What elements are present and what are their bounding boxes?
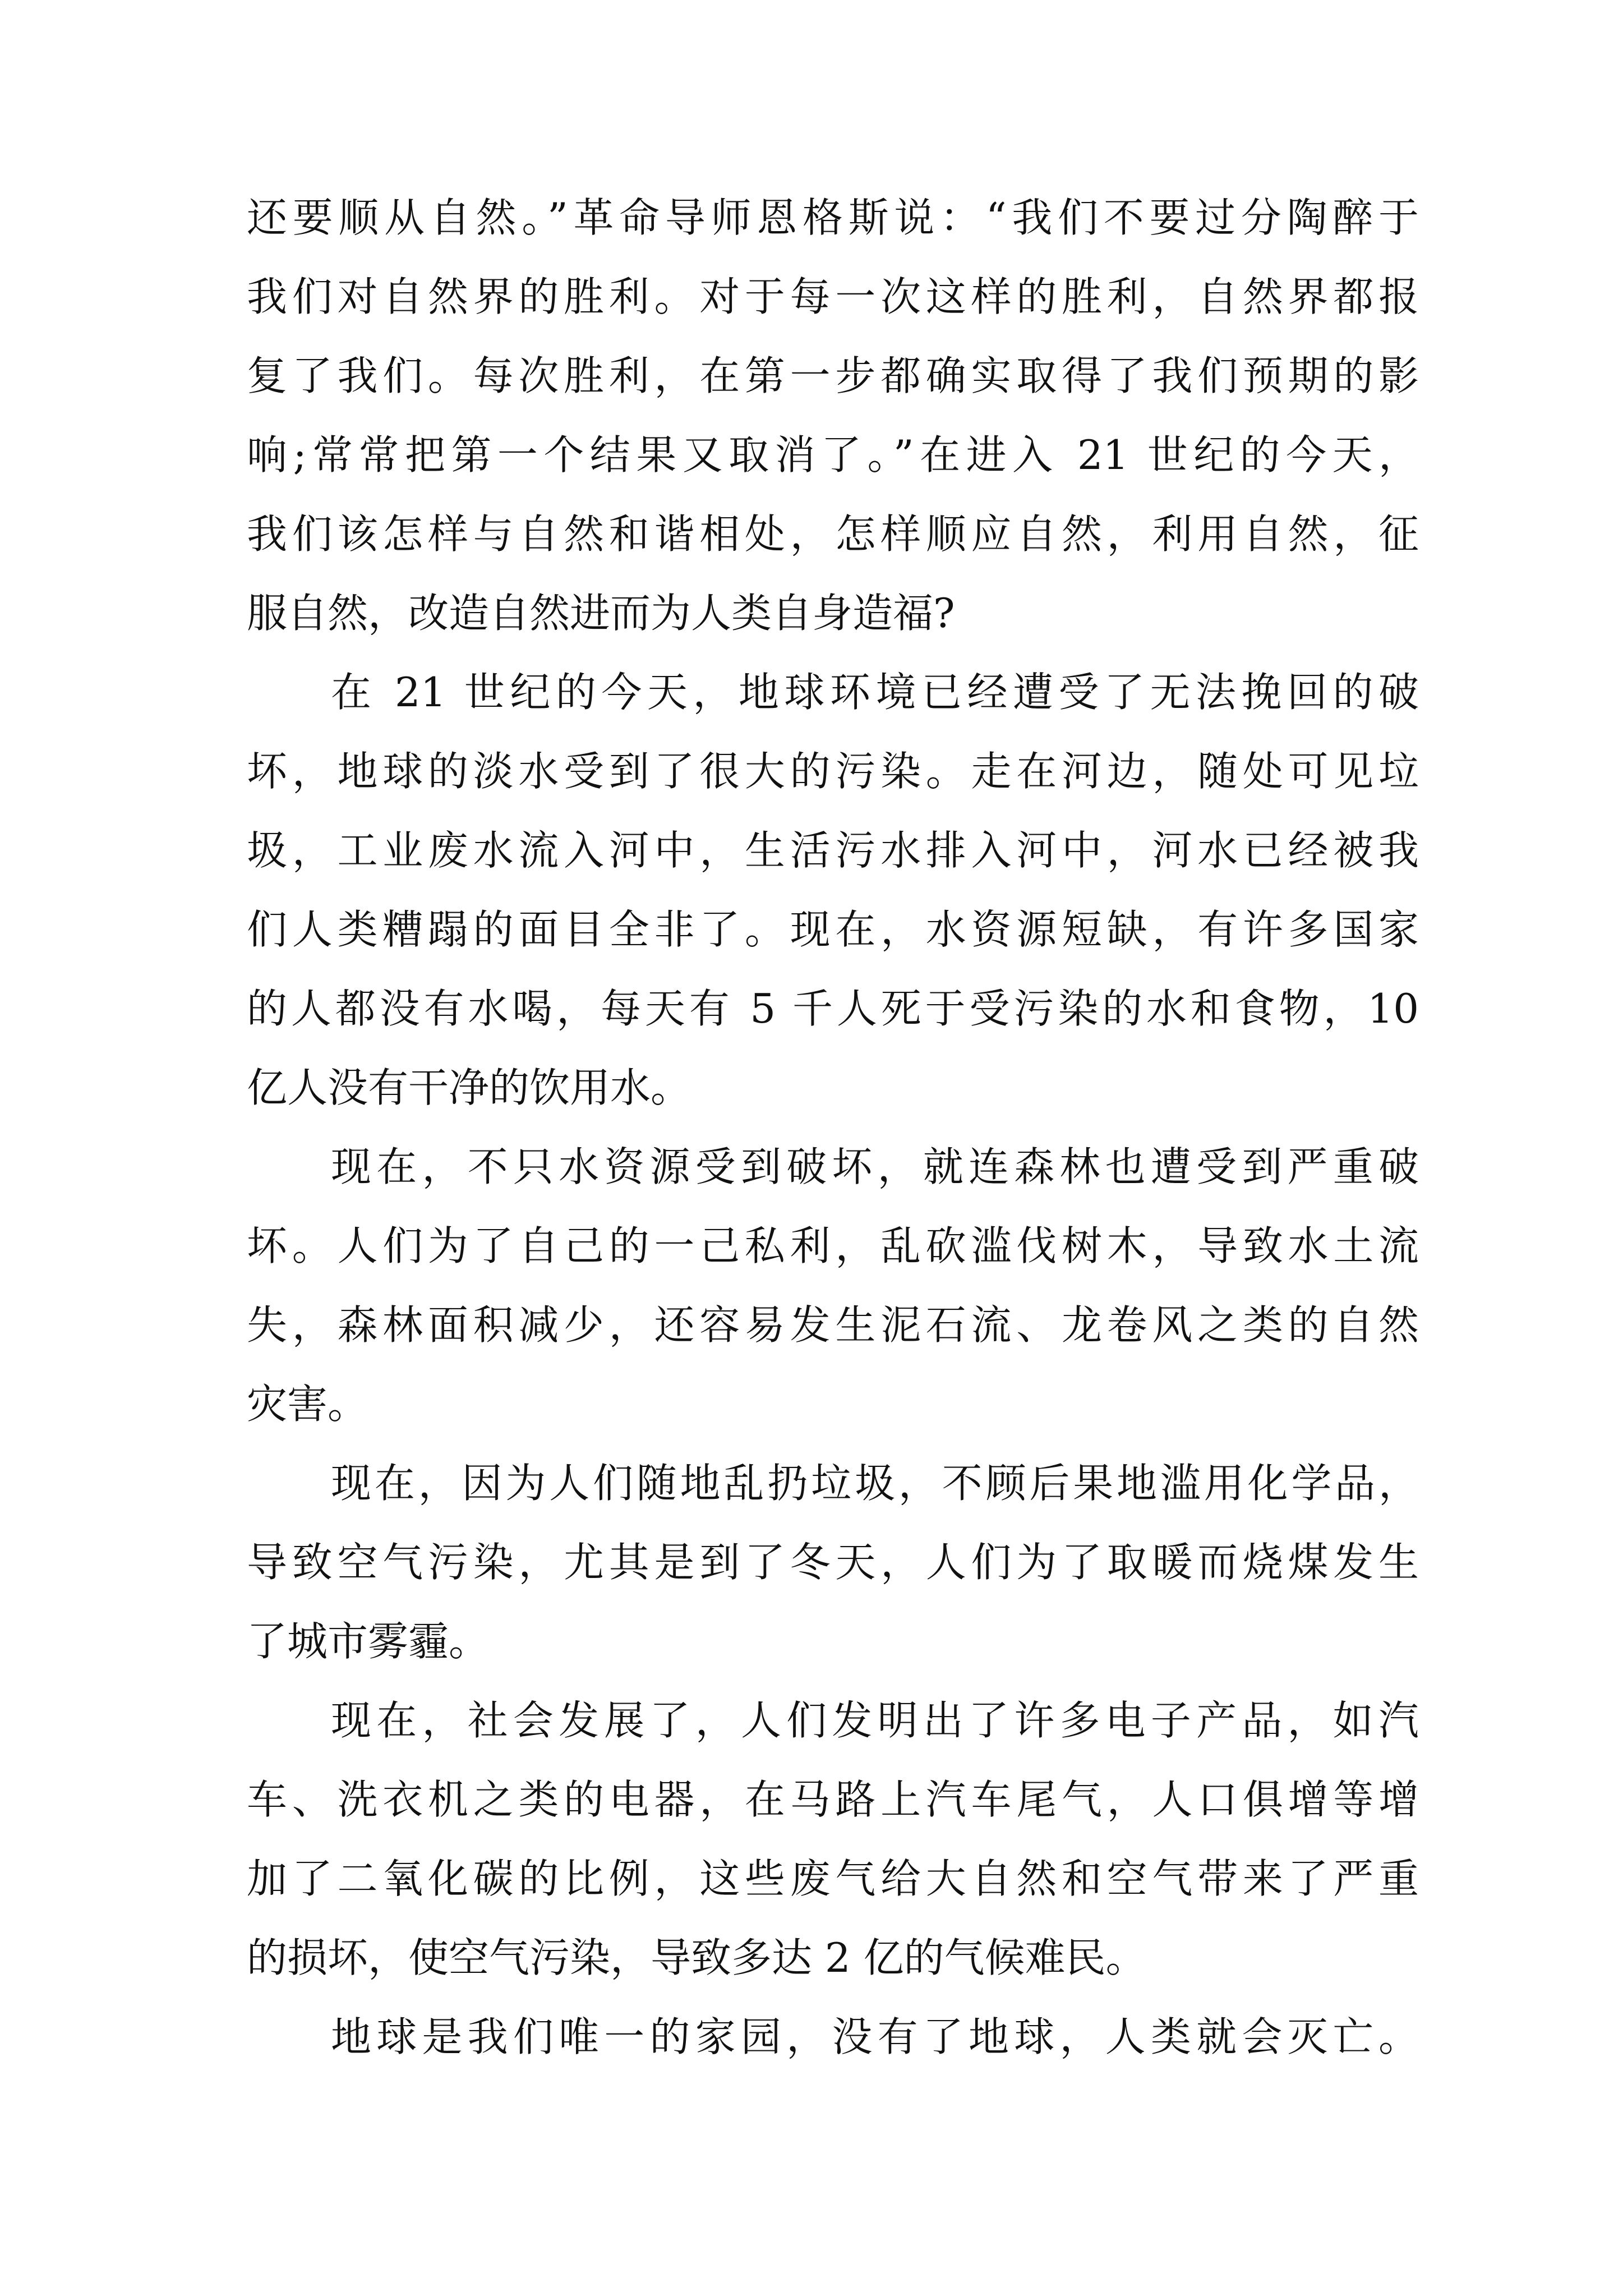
text-line: 车、洗衣机之类的电器，在马路上汽车尾气，人口俱增等增 — [247, 1776, 1419, 1823]
body-text — [247, 178, 1419, 2077]
text-line: 坏。人们为了自己的一己私利，乱砍滥伐树木，导致水土流 — [247, 1222, 1419, 1269]
text-line: 我们对自然界的胜利。对于每一次这样的胜利，自然界都报 — [247, 273, 1419, 320]
text-line: 的人都没有水喝，每天有 5 千人死于受污染的水和食物，10 — [247, 985, 1419, 1032]
text-line: 现在，因为人们随地乱扔垃圾，不顾后果地滥用化学品， — [331, 1460, 1419, 1507]
text-line: 圾，工业废水流入河中，生活污水排入河中，河水已经被我 — [247, 827, 1419, 874]
text-line: 加了二氧化碳的比例，这些废气给大自然和空气带来了严重 — [247, 1855, 1419, 1902]
text-line: 还要顺从自然。”革命导师恩格斯说：“我们不要过分陶醉于 — [247, 194, 1419, 241]
text-line: 响;常常把第一个结果又取消了。”在进入 21 世纪的今天， — [247, 431, 1419, 478]
text-line: 现在，不只水资源受到破坏，就连森林也遭受到严重破 — [331, 1143, 1419, 1190]
text-line: 服自然，改造自然进而为人类自身造福? — [247, 590, 955, 637]
text-line: 灾害。 — [247, 1381, 368, 1428]
text-line: 的损坏，使空气污染，导致多达 2 亿的气候难民。 — [247, 1934, 1146, 1981]
text-line: 失，森林面积减少，还容易发生泥石流、龙卷风之类的自然 — [247, 1301, 1419, 1349]
text-line: 导致空气污染，尤其是到了冬天，人们为了取暖而烧煤发生 — [247, 1539, 1419, 1586]
text-line: 我们该怎样与自然和谐相处，怎样顺应自然，利用自然，征 — [247, 510, 1419, 558]
text-line: 现在，社会发展了，人们发明出了许多电子产品，如汽 — [331, 1697, 1419, 1744]
text-line: 在 21 世纪的今天，地球环境已经遭受了无法挽回的破 — [331, 669, 1419, 716]
text-line: 复了我们。每次胜利，在第一步都确实取得了我们预期的影 — [247, 352, 1419, 399]
text-line: 坏，地球的淡水受到了很大的污染。走在河边，随处可见垃 — [247, 748, 1419, 795]
text-line: 了城市雾霾。 — [247, 1618, 490, 1665]
text-line: 们人类糟蹋的面目全非了。现在，水资源短缺，有许多国家 — [247, 906, 1419, 953]
text-line: 亿人没有干净的饮用水。 — [247, 1064, 691, 1111]
text-line: 地球是我们唯一的家园，没有了地球，人类就会灭亡。 — [331, 2013, 1419, 2060]
